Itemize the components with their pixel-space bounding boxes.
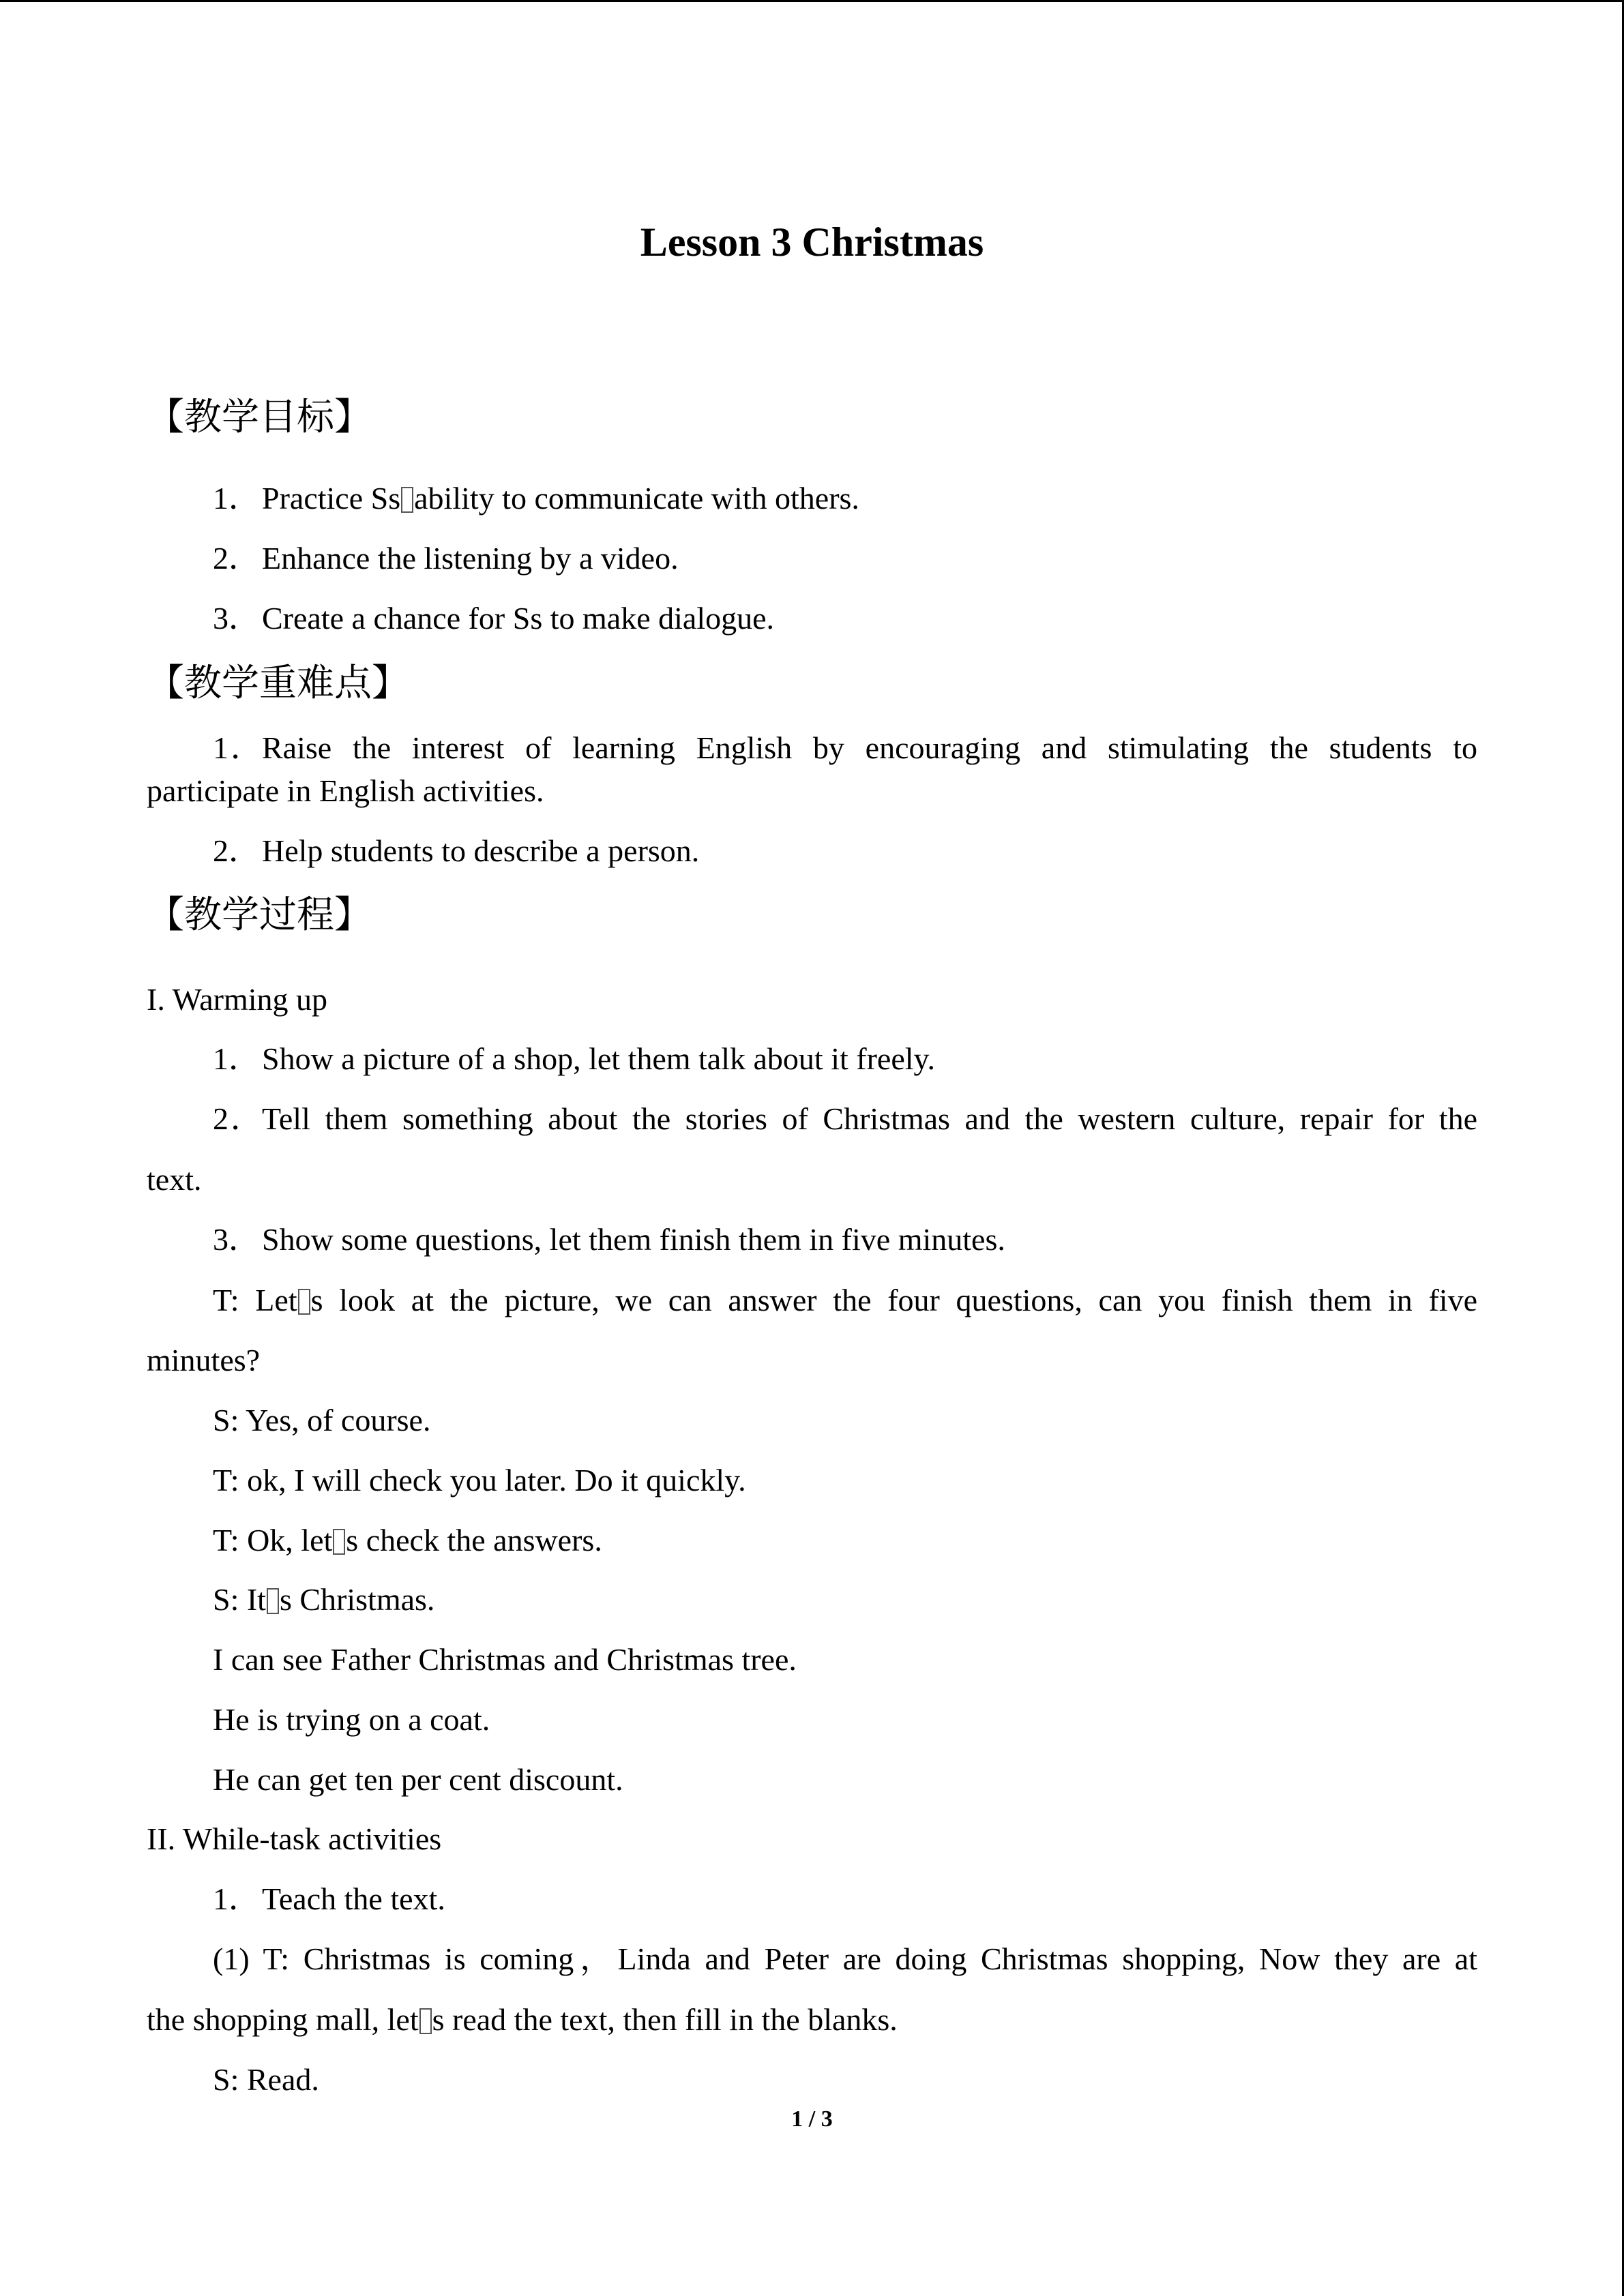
goal-item-3: 3．Create a chance for Ss to make dialogue. — [213, 599, 774, 638]
missing-glyph-box — [267, 1588, 279, 1614]
item-number: 1． — [213, 730, 262, 765]
process-heading: 【教学过程】 — [147, 893, 372, 936]
item-number: 3． — [213, 1222, 260, 1257]
warming-step-2-line-1: 2．Tell them something about the stories of Christmas and the western culture, repair for the — [213, 1099, 1477, 1139]
item-number: 2． — [213, 1101, 262, 1136]
teacher-line-2: T: ok, I will check you later. Do it quickly. — [213, 1463, 746, 1497]
missing-glyph-box — [333, 1529, 345, 1555]
lesson-title: Lesson 3 Christmas — [640, 220, 984, 265]
teacher-line-1-row-2: minutes? — [147, 1343, 261, 1377]
student-line-1: S: Yes, of course. — [213, 1403, 431, 1437]
key-point-1-line-1: 1．Raise the interest of learning English by encouraging and stimulating the students to — [213, 728, 1477, 768]
missing-glyph-box — [401, 487, 413, 513]
teacher-line-3: T: Ok, let s check the answers. — [213, 1523, 602, 1557]
item-number: 1． — [213, 481, 260, 516]
item-number: 2． — [213, 833, 260, 868]
goal-item-1: 1．Practice Ss ability to communicate with others. — [213, 479, 859, 518]
answer-line-3: He can get ten per cent discount. — [213, 1762, 623, 1797]
item-number: 3． — [213, 601, 260, 636]
while-sub-1-line-2: the shopping mall, let s read the text, then fill in the blanks. — [147, 2002, 898, 2037]
key-point-1-line-2: participate in English activities. — [147, 773, 544, 808]
item-number: 2． — [213, 541, 260, 576]
student-line-2: S: It s Christmas. — [213, 1582, 435, 1617]
while-task-title: II. While-task activities — [147, 1821, 442, 1856]
student-read: S: Read. — [213, 2062, 319, 2097]
item-number: 1． — [213, 1041, 260, 1076]
missing-glyph-box — [419, 2008, 432, 2034]
warming-step-3: 3．Show some questions, let them finish them in five minutes. — [213, 1220, 1005, 1259]
page-number: 1 / 3 — [791, 2106, 833, 2132]
while-sub-1-line-1: (1) T: Christmas is coming，Linda and Peter are doing Christmas shopping, Now they are at — [213, 1941, 1477, 1976]
warming-step-1: 1．Show a picture of a shop, let them talk about it freely. — [213, 1039, 935, 1079]
answer-line-2: He is trying on a coat. — [213, 1702, 490, 1737]
key-points-heading: 【教学重难点】 — [147, 661, 410, 704]
warming-step-2-line-2: text. — [147, 1162, 202, 1197]
missing-glyph-box — [298, 1289, 310, 1315]
goal-item-2: 2．Enhance the listening by a video. — [213, 539, 679, 578]
key-point-2: 2．Help students to describe a person. — [213, 831, 699, 871]
answer-line-1: I can see Father Christmas and Christmas tree. — [213, 1642, 797, 1677]
teacher-line-1-row-1: T: Let s look at the picture, we can answer the four questions, can you finish them in five — [213, 1283, 1477, 1317]
while-step-1: 1．Teach the text. — [213, 1879, 445, 1919]
goals-heading: 【教学目标】 — [147, 395, 372, 438]
warming-up-title: I. Warming up — [147, 982, 328, 1017]
item-number: 1． — [213, 1881, 260, 1916]
